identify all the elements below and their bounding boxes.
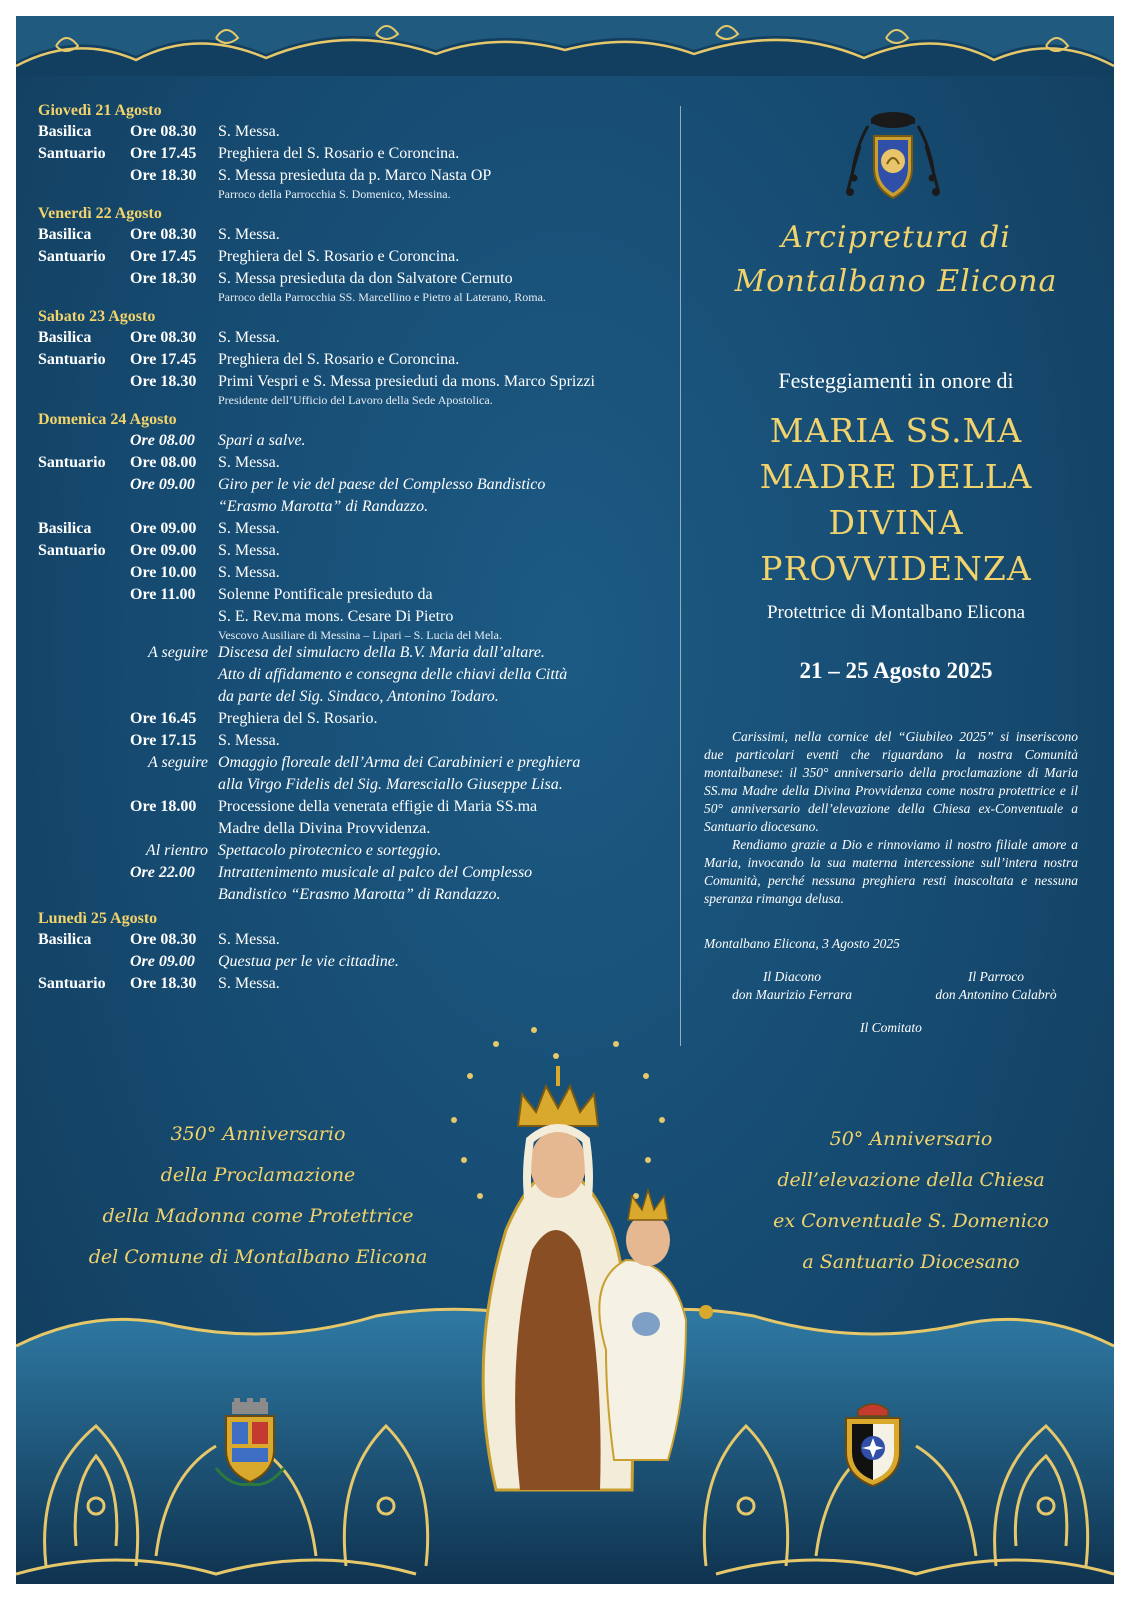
schedule-row: [38, 951, 678, 973]
event-location: Santuario: [38, 975, 106, 992]
event-location: [38, 474, 130, 518]
schedule-row: [38, 540, 678, 562]
event-description: [218, 562, 678, 584]
schedule-row: [38, 862, 678, 906]
day-heading: Venerdì 22 Agosto: [38, 205, 162, 222]
signature-comitato: Il Comitato: [860, 1020, 922, 1035]
event-description: [218, 951, 678, 973]
event-description-line1: S. Messa.: [218, 520, 280, 537]
program-schedule: [38, 98, 678, 995]
event-location: [38, 642, 130, 708]
schedule-row: [38, 268, 678, 304]
event-description-line1: Intrattenimento musicale al palco del Complesso: [218, 864, 533, 881]
signature-diacono: [712, 968, 872, 1004]
event-time: Ore 08.30: [130, 226, 197, 243]
event-description: [218, 642, 678, 708]
town-coat-of-arms-icon: [212, 1398, 288, 1490]
main-title: [696, 408, 1096, 592]
event-description-line1: Omaggio floreale dell’Arma dei Carabinieri e preghiera: [218, 754, 581, 771]
column-divider: [680, 106, 681, 1046]
protettrice-subtitle: Protettrice di Montalbano Elicona: [766, 602, 1025, 623]
schedule-row: [38, 929, 678, 951]
event-celebrant-note: Parroco della Parrocchia S. Domenico, Messina.: [218, 187, 451, 201]
event-dates: 21 – 25 Agosto 2025: [799, 658, 993, 683]
event-location: [38, 371, 130, 407]
event-location: Santuario: [38, 454, 106, 471]
event-description-line1: Preghiera del S. Rosario e Coroncina.: [218, 351, 460, 368]
event-description: [218, 349, 678, 371]
event-description: [218, 973, 678, 995]
letter-text: [704, 728, 1078, 908]
event-location: Basilica: [38, 931, 92, 948]
event-description: [218, 929, 678, 951]
bishop-crest-icon: [838, 106, 948, 206]
event-time: Ore 08.30: [130, 931, 197, 948]
event-description: [218, 371, 678, 407]
event-location: [38, 268, 130, 304]
poster: [16, 16, 1114, 1584]
event-time: Ore 09.00: [130, 542, 197, 559]
event-description: [218, 474, 678, 518]
day-heading: Giovedì 21 Agosto: [38, 102, 162, 119]
title-line4: PROVVIDENZA: [760, 549, 1032, 588]
day-heading: Lunedì 25 Agosto: [38, 910, 158, 927]
event-time: A seguire: [148, 644, 208, 661]
event-description-line2: Atto di affidamento e consegna delle chiavi della Città: [218, 666, 568, 683]
event-description-line1: Preghiera del S. Rosario e Coroncina.: [218, 248, 460, 265]
event-description-line1: Giro per le vie del paese del Complesso Bandistico: [218, 476, 546, 493]
event-celebrant-note: Parroco della Parrocchia SS. Marcellino e Pietro al Laterano, Roma.: [218, 290, 546, 304]
diacono-title: Il Diacono: [762, 969, 822, 984]
event-description: [218, 862, 678, 906]
event-location: Basilica: [38, 226, 92, 243]
event-description-line1: Discesa del simulacro della B.V. Maria dall’altare.: [218, 644, 545, 661]
event-time: Ore 18.30: [130, 373, 197, 390]
title-line2: MADRE DELLA: [759, 457, 1033, 496]
schedule-row: [38, 840, 678, 862]
event-description-line2: Madre della Divina Provvidenza.: [218, 820, 431, 837]
event-description: [218, 584, 678, 642]
event-description: [218, 452, 678, 474]
event-celebrant-note: Vescovo Ausiliare di Messina – Lipari – S. Lucia del Mela.: [218, 628, 502, 642]
event-time: Ore 09.00: [130, 476, 195, 493]
event-description-line1: Spari a salve.: [218, 432, 306, 449]
event-time: Ore 18.30: [130, 270, 197, 287]
event-description: [218, 165, 678, 201]
anniversary-50-line1: 50° Anniversario: [829, 1128, 993, 1150]
event-time: Ore 11.00: [130, 586, 196, 603]
event-time: Ore 17.45: [130, 351, 197, 368]
letter-paragraph-2: Rendiamo grazie a Dio e rinnoviamo il nostro filiale amore a Maria, invocando la sua materna intercessione sull’intera nostra Comunità, perché nessuna preghiera resti inascoltata e nessuna speranza rimanga delusa.: [704, 837, 1078, 906]
event-description-line1: Primi Vespri e S. Messa presieduti da mons. Marco Sprizzi: [218, 373, 595, 390]
event-location: [38, 752, 130, 796]
event-location: [38, 165, 130, 201]
event-description: [218, 327, 678, 349]
event-description-line1: S. Messa.: [218, 123, 280, 140]
anniversary-350-line3: della Madonna come Protettrice: [102, 1205, 414, 1227]
event-celebrant-note: Presidente dell’Ufficio del Lavoro della Sede Apostolica.: [218, 393, 493, 407]
festeggiamenti-heading: Festeggiamenti in onore di: [778, 368, 1014, 393]
top-ornament-border: [16, 16, 1114, 76]
schedule-row: [38, 730, 678, 752]
event-description-line2: “Erasmo Marotta” di Randazzo.: [218, 498, 429, 515]
event-time: Ore 08.30: [130, 123, 197, 140]
event-description-line1: S. Messa.: [218, 454, 280, 471]
event-description-line1: Solenne Pontificale presieduto da: [218, 586, 433, 603]
event-time: Ore 17.45: [130, 248, 197, 265]
event-time: Ore 09.00: [130, 953, 195, 970]
schedule-row: [38, 474, 678, 518]
letter-place-date: Montalbano Elicona, 3 Agosto 2025: [704, 936, 900, 951]
arcipretura-line1: Arcipretura di: [781, 220, 1011, 255]
title-line3: DIVINA: [828, 503, 964, 542]
event-description: [218, 224, 678, 246]
event-location: Santuario: [38, 248, 106, 265]
signature-parroco: [916, 968, 1076, 1004]
event-description-line1: S. Messa.: [218, 226, 280, 243]
event-location: [38, 730, 130, 752]
anniversary-350-line4: del Comune di Montalbano Elicona: [88, 1246, 428, 1268]
event-description: [218, 268, 678, 304]
arcipretura-line2: Montalbano Elicona: [734, 264, 1058, 299]
event-description: [218, 796, 678, 840]
event-description-line2: alla Virgo Fidelis del Sig. Maresciallo Giuseppe Lisa.: [218, 776, 563, 793]
event-time: Ore 10.00: [130, 564, 197, 581]
event-description-line1: Preghiera del S. Rosario.: [218, 710, 378, 727]
anniversary-50-line2: dell’elevazione della Chiesa: [777, 1169, 1045, 1191]
event-description-line3: da parte del Sig. Sindaco, Antonino Todaro.: [218, 688, 499, 705]
day-heading: Sabato 23 Agosto: [38, 308, 156, 325]
parroco-name: don Antonino Calabrò: [935, 987, 1057, 1002]
schedule-row: [38, 165, 678, 201]
schedule-row: [38, 562, 678, 584]
event-location: [38, 562, 130, 584]
event-description-line1: S. Messa.: [218, 975, 280, 992]
schedule-row: [38, 327, 678, 349]
event-location: [38, 951, 130, 973]
event-location: Santuario: [38, 542, 106, 559]
event-description-line1: Spettacolo pirotecnico e sorteggio.: [218, 842, 442, 859]
schedule-row: [38, 349, 678, 371]
event-description-line1: S. Messa presieduta da p. Marco Nasta OP: [218, 167, 492, 184]
schedule-row: [38, 796, 678, 840]
schedule-row: [38, 246, 678, 268]
event-time: Ore 08.30: [130, 329, 197, 346]
schedule-row: [38, 121, 678, 143]
event-description-line1: S. Messa.: [218, 931, 280, 948]
event-location: Basilica: [38, 329, 92, 346]
anniversary-350-text: [38, 1114, 478, 1278]
diacono-name: don Maurizio Ferrara: [731, 987, 852, 1002]
event-time: Ore 09.00: [130, 520, 197, 537]
madonna-and-child-image: [436, 1020, 766, 1520]
schedule-row: [38, 518, 678, 540]
parroco-title: Il Parroco: [967, 969, 1025, 984]
event-time: Ore 17.45: [130, 145, 197, 162]
anniversary-350-line2: della Proclamazione: [160, 1164, 356, 1186]
schedule-row: [38, 584, 678, 642]
event-description: [218, 121, 678, 143]
arcipretura-title: [696, 216, 1096, 304]
event-description: [218, 246, 678, 268]
event-description-line1: S. Messa.: [218, 732, 280, 749]
anniversary-50-line3: ex Conventuale S. Domenico: [773, 1210, 1049, 1232]
anniversary-50-text: [726, 1119, 1096, 1283]
event-location: [38, 430, 130, 452]
event-description-line1: Preghiera del S. Rosario e Coroncina.: [218, 145, 460, 162]
schedule-row: [38, 430, 678, 452]
schedule-row: [38, 642, 678, 708]
event-time: Ore 16.45: [130, 710, 197, 727]
schedule-row: [38, 224, 678, 246]
event-time: Ore 22.00: [130, 864, 195, 881]
anniversary-350-line1: 350° Anniversario: [170, 1123, 346, 1145]
event-location: [38, 862, 130, 906]
schedule-row: [38, 371, 678, 407]
event-location: Santuario: [38, 351, 106, 368]
dominican-crest-icon: [838, 1398, 908, 1490]
event-description-line2: S. E. Rev.ma mons. Cesare Di Pietro: [218, 608, 454, 625]
event-description: [218, 752, 678, 796]
schedule-row: [38, 752, 678, 796]
event-description-line1: S. Messa.: [218, 564, 280, 581]
anniversary-50-line4: a Santuario Diocesano: [802, 1251, 1020, 1273]
event-time: Ore 18.30: [130, 975, 197, 992]
event-time: Al rientro: [145, 842, 208, 859]
event-description: [218, 143, 678, 165]
day-heading: Domenica 24 Agosto: [38, 411, 177, 428]
event-time: A seguire: [148, 754, 208, 771]
event-time: Ore 18.00: [130, 798, 197, 815]
schedule-row: [38, 143, 678, 165]
schedule-row: [38, 973, 678, 995]
event-time: Ore 08.00: [130, 454, 197, 471]
event-description-line1: S. Messa.: [218, 542, 280, 559]
title-line1: MARIA SS.MA: [769, 411, 1023, 450]
schedule-row: [38, 708, 678, 730]
event-description: [218, 540, 678, 562]
event-time: Ore 17.15: [130, 732, 197, 749]
event-location: [38, 840, 130, 862]
event-location: Basilica: [38, 520, 92, 537]
event-description-line1: Processione della venerata effigie di Maria SS.ma: [218, 798, 538, 815]
event-description: [218, 708, 678, 730]
event-time: Ore 08.00: [130, 432, 195, 449]
event-location: [38, 584, 130, 642]
event-description-line1: Questua per le vie cittadine.: [218, 953, 399, 970]
event-location: [38, 708, 130, 730]
schedule-row: [38, 452, 678, 474]
letter-paragraph-1: Carissimi, nella cornice del “Giubileo 2025” si inseriscono due particolari eventi che riguardano la nostra Comunità montalbanese: il 350° anniversario della proclamazione di Maria SS.ma Madre della Divina Provvidenza come nostra protettrice e il 50° anniversario dell’elevazione della Chiesa ex-Conventuale a Santuario diocesano.: [704, 729, 1078, 834]
event-description: [218, 730, 678, 752]
event-location: Basilica: [38, 123, 92, 140]
event-description: [218, 430, 678, 452]
event-description-line2: Bandistico “Erasmo Marotta” di Randazzo.: [218, 886, 501, 903]
event-description-line1: S. Messa.: [218, 329, 280, 346]
event-description: [218, 518, 678, 540]
event-description: [218, 840, 678, 862]
event-time: Ore 18.30: [130, 167, 197, 184]
event-location: [38, 796, 130, 840]
event-description-line1: S. Messa presieduta da don Salvatore Cernuto: [218, 270, 513, 287]
event-location: Santuario: [38, 145, 106, 162]
